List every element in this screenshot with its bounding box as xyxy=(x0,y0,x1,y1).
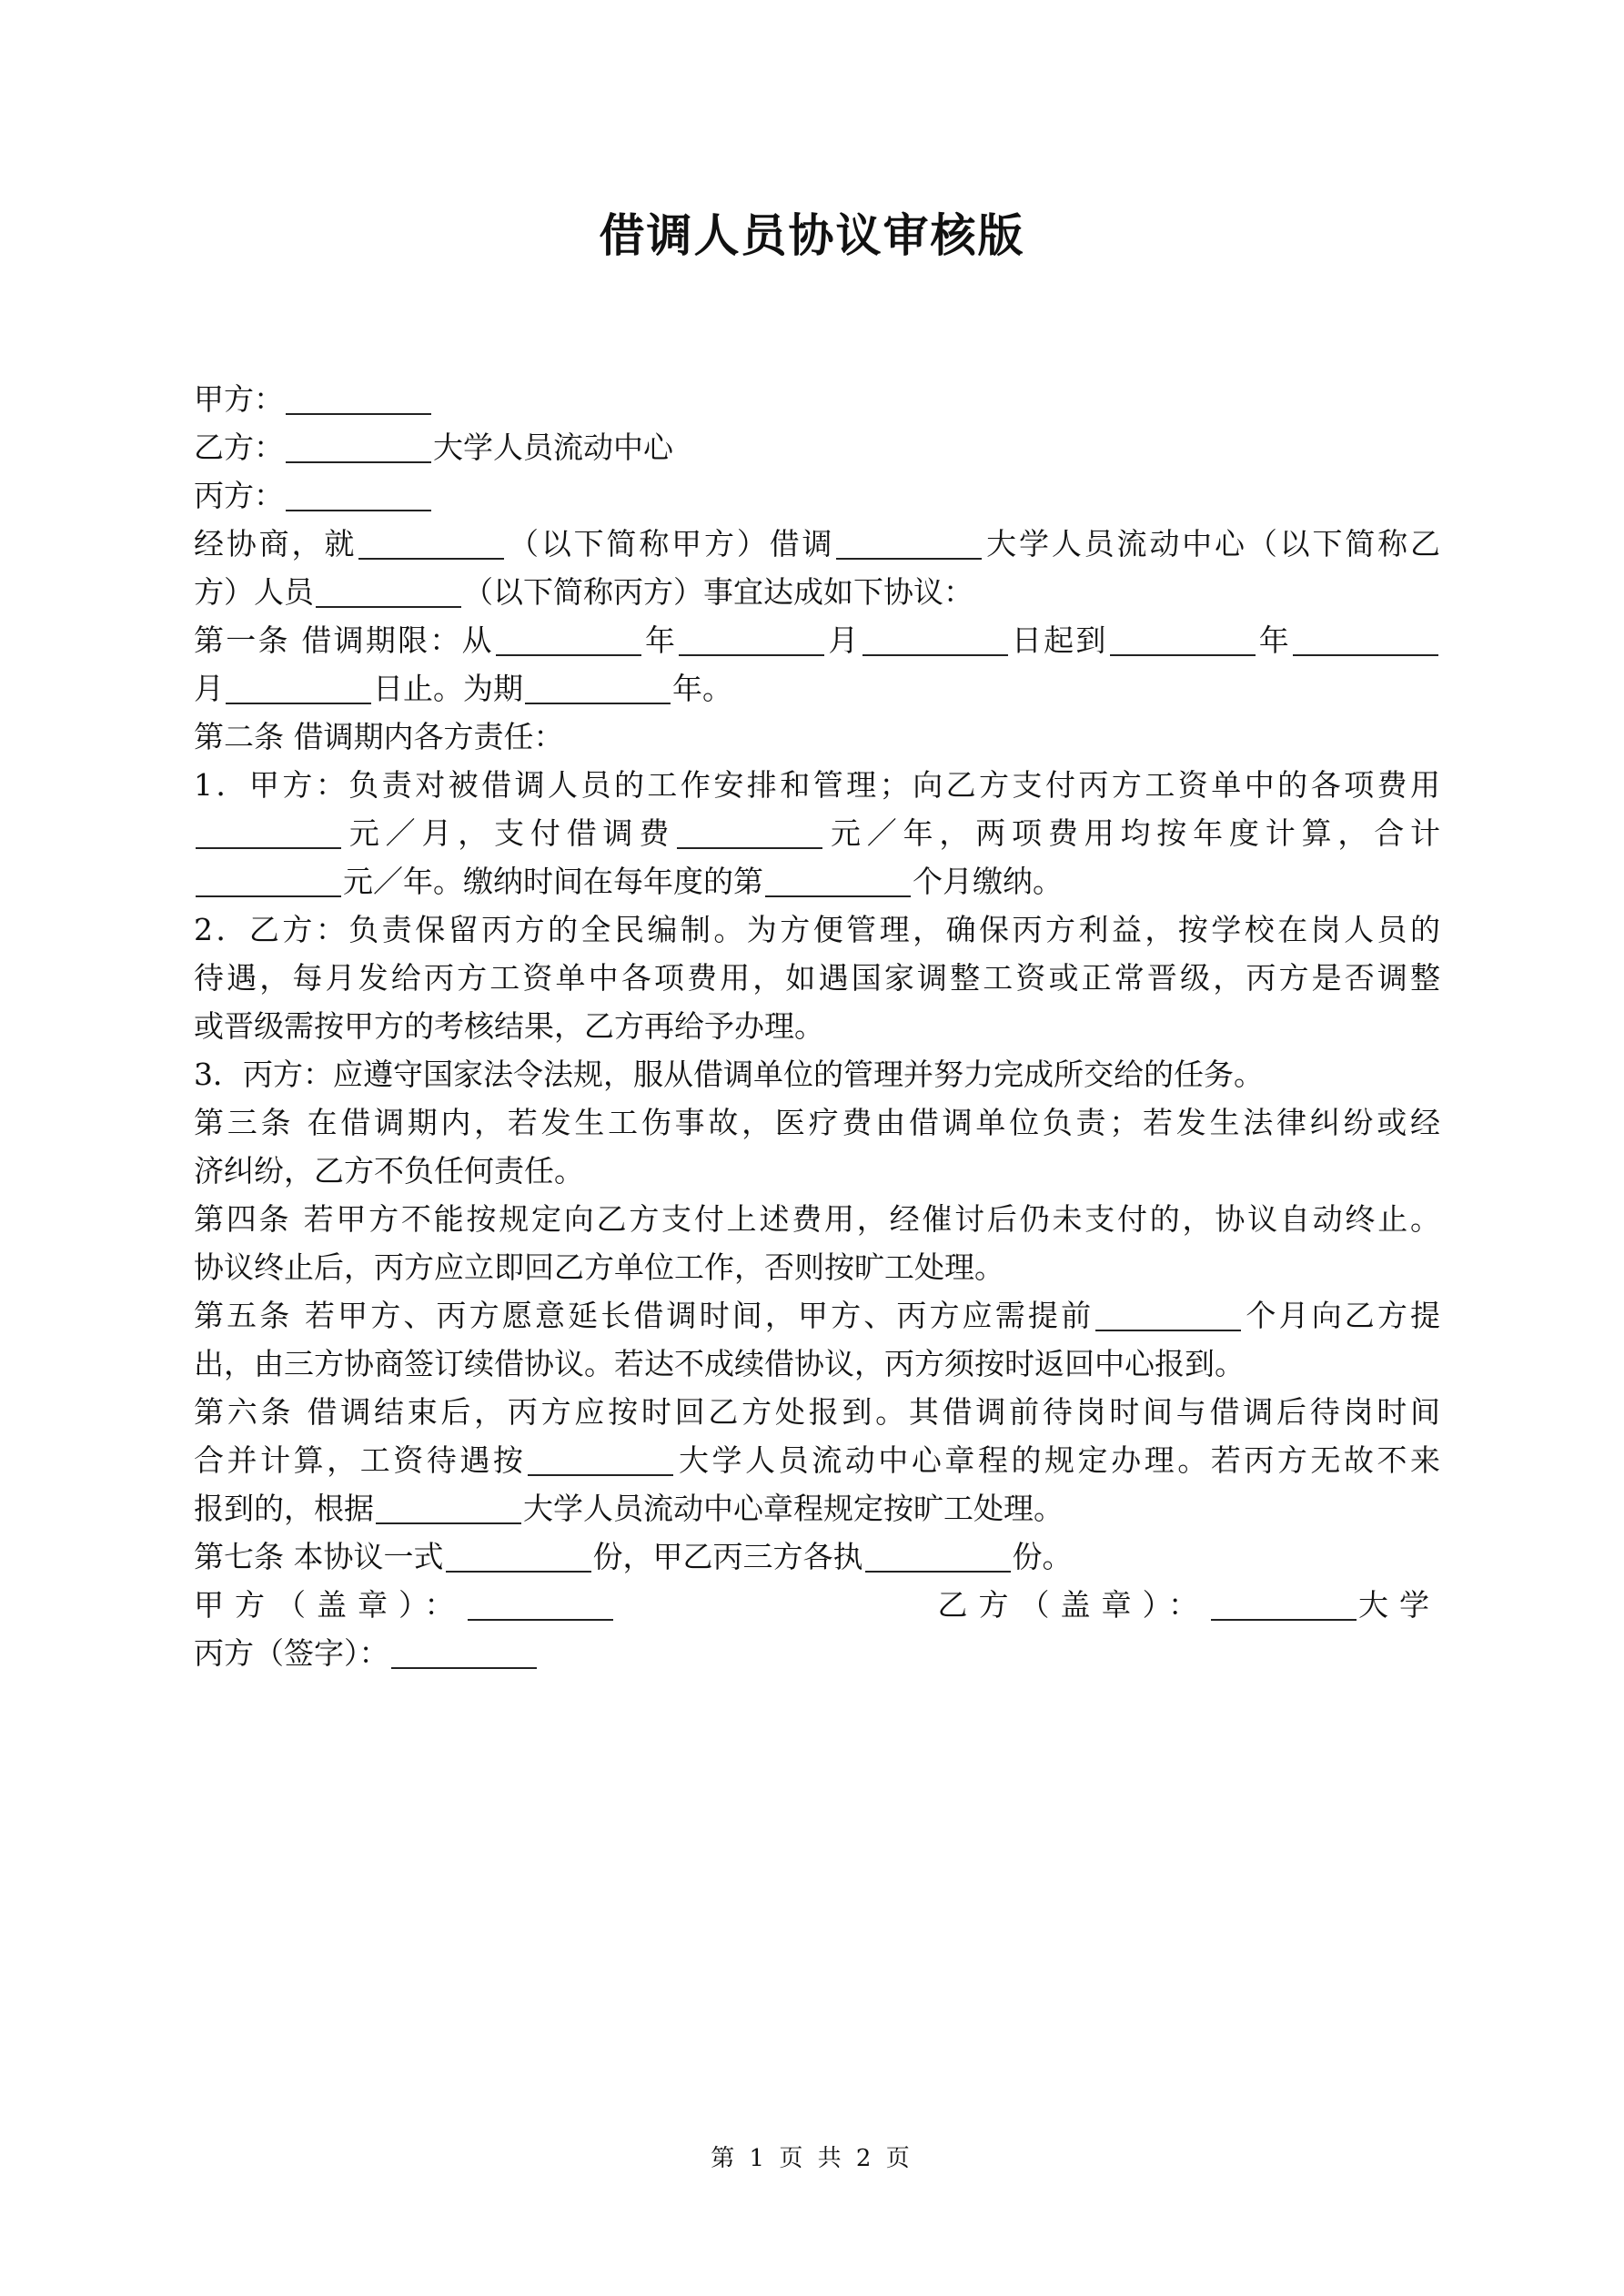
blank-field xyxy=(679,622,824,656)
article-1-line-1 xyxy=(194,616,1440,664)
article-4-line-1: 第四条 若甲方不能按规定向乙方支付上述费用，经催讨后仍未支付的，协议自动终止。 xyxy=(194,1201,1440,1237)
blank-field xyxy=(391,1634,537,1669)
article-2-p2-line-2: 待遇，每月发给丙方工资单中各项费用，如遇国家调整工资或正常晋级，丙方是否调整 xyxy=(194,960,1440,996)
blank-field xyxy=(468,1586,613,1621)
text-span: （以下简称甲方）借调 xyxy=(506,526,835,561)
article-1-line-2 xyxy=(194,664,1440,713)
article-3-line-2: 济纠纷，乙方不负任何责任。 xyxy=(194,1153,584,1188)
text-span: 年 xyxy=(1256,622,1292,658)
blank-field xyxy=(525,670,671,704)
blank-field xyxy=(865,1538,1011,1573)
blank-field xyxy=(677,814,822,849)
text-span: 日起到 xyxy=(1009,622,1108,658)
blank-field xyxy=(226,670,371,704)
text-span: 大学人员流动中心（以下简称乙 xyxy=(983,526,1441,561)
article-6-line-1: 第六条 借调结束后，丙方应按时回乙方处报到。其借调前待岗时间与借调后待岗时间 xyxy=(194,1394,1440,1430)
text-span: （以下简称丙方）事宜达成如下协议： xyxy=(463,574,973,610)
text-span: 报到的，根据 xyxy=(194,1491,374,1526)
blank-field xyxy=(862,622,1008,656)
blank-field xyxy=(1095,1297,1241,1331)
party-a-seal xyxy=(194,1581,615,1629)
text-span: 经协商，就 xyxy=(194,526,358,561)
blank-field xyxy=(528,1441,673,1476)
text-span: 元／月，支付借调费 xyxy=(343,815,676,851)
blank-field xyxy=(496,622,641,656)
party-b-line xyxy=(194,423,1440,471)
blank-field xyxy=(446,1538,591,1573)
party-b-label: 乙方： xyxy=(194,430,284,465)
article-2-p1-line-1: 1．甲方：负责对被借调人员的工作安排和管理；向乙方支付丙方工资单中的各项费用 xyxy=(194,767,1440,803)
party-b-seal xyxy=(938,1581,1441,1629)
text-span: 月 xyxy=(194,671,224,706)
article-2-p2-line-1: 2．乙方：负责保留丙方的全民编制。为方便管理，确保丙方利益，按学校在岗人员的 xyxy=(194,912,1440,947)
article-6-line-2 xyxy=(194,1436,1440,1484)
party-c-signature-label: 丙方（签字）： xyxy=(194,1635,389,1671)
party-a-line xyxy=(194,375,1440,423)
document-title: 借调人员协议审核版 xyxy=(599,208,1025,262)
text-span: 大学人员流动中心章程的规定办理。若丙方无故不来 xyxy=(675,1442,1441,1478)
text-span: 份。 xyxy=(1012,1539,1073,1574)
blank-field xyxy=(286,429,431,463)
blank-field xyxy=(196,863,341,897)
blank-field xyxy=(286,477,431,511)
blank-field xyxy=(1110,622,1256,656)
blank-field xyxy=(1293,622,1438,656)
article-5-line-2: 出，由三方协商签订续借协议。若达不成续借协议，丙方须按时返回中心报到。 xyxy=(194,1346,1245,1381)
intro-line-2 xyxy=(194,568,1440,616)
party-a-label: 甲方： xyxy=(194,381,284,417)
party-b-name: 大学人员流动中心 xyxy=(433,430,673,465)
text-span: 第五条 若甲方、丙方愿意延长借调时间，甲方、丙方应需提前 xyxy=(194,1298,1094,1333)
party-b-seal-label: 乙方（盖章）： xyxy=(937,1587,1209,1623)
text-span: 个月缴纳。 xyxy=(913,864,1063,899)
party-c-line xyxy=(194,471,1440,520)
text-span: 元／年。缴纳时间在每年度的第 xyxy=(343,864,763,899)
article-7-line xyxy=(194,1532,1440,1581)
article-6-line-3 xyxy=(194,1484,1440,1532)
blank-field xyxy=(1211,1586,1357,1621)
text-span: 第七条 本协议一式 xyxy=(194,1539,444,1574)
article-2-heading: 第二条 借调期内各方责任： xyxy=(194,719,564,754)
blank-field xyxy=(286,380,431,415)
article-3-line-1: 第三条 在借调期内，若发生工伤事故，医疗费由借调单位负责；若发生法律纠纷或经 xyxy=(194,1105,1440,1140)
blank-field xyxy=(358,525,504,560)
text-span: 第一条 借调期限：从 xyxy=(194,622,494,658)
text-span: 元／年，两项费用均按年度计算，合计 xyxy=(824,815,1441,851)
intro-line-1 xyxy=(194,520,1440,568)
party-a-seal-label: 甲方（盖章）： xyxy=(194,1587,466,1623)
text-span: 合并计算，工资待遇按 xyxy=(194,1442,527,1478)
text-span: 月 xyxy=(826,622,861,658)
article-2-p1-line-2 xyxy=(194,809,1440,857)
text-span: 方）人员 xyxy=(194,574,314,610)
party-c-signature xyxy=(194,1629,1440,1677)
blank-field xyxy=(196,814,341,849)
page-footer: 第 1 页 共 2 页 xyxy=(711,2145,913,2172)
text-span: 年 xyxy=(642,622,678,658)
article-4-line-2: 协议终止后，丙方应立即回乙方单位工作，否则按旷工处理。 xyxy=(194,1249,1004,1285)
document-body xyxy=(194,375,1440,1677)
article-2-p2-line-3: 或晋级需按甲方的考核结果，乙方再给予办理。 xyxy=(194,1008,824,1044)
text-span: 日止。为期 xyxy=(373,671,523,706)
blank-field xyxy=(765,863,911,897)
blank-field xyxy=(316,573,461,608)
blank-field xyxy=(376,1490,521,1524)
text-span: 个月向乙方提 xyxy=(1243,1298,1440,1333)
text-span: 份，甲乙丙三方各执 xyxy=(592,1539,863,1574)
text-span: 年。 xyxy=(672,671,732,706)
article-2-p3: 3．丙方：应遵守国家法令法规，服从借调单位的管理并努力完成所交给的任务。 xyxy=(194,1057,1264,1092)
article-2-p1-line-3 xyxy=(194,857,1440,905)
article-5-line-1 xyxy=(194,1291,1440,1340)
party-c-label: 丙方： xyxy=(194,478,284,513)
party-b-seal-tail: 大学 xyxy=(1358,1587,1440,1623)
text-span: 大学人员流动中心章程规定按旷工处理。 xyxy=(523,1491,1064,1526)
signature-row xyxy=(194,1581,1440,1629)
blank-field xyxy=(836,525,982,560)
